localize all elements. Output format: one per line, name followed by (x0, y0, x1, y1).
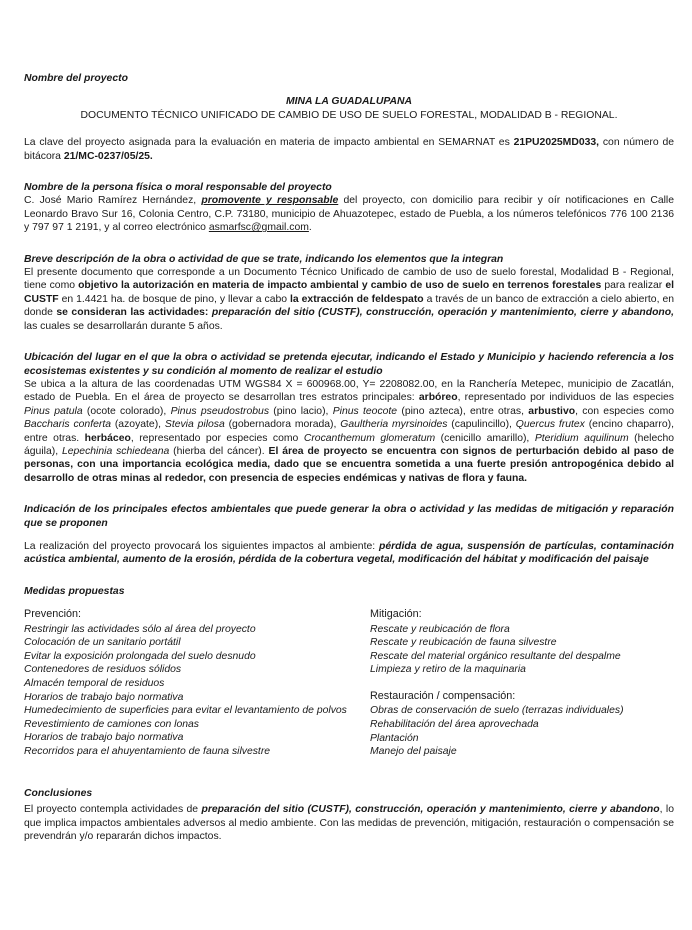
prevention-list (24, 623, 370, 759)
project-subtitle: DOCUMENTO TÉCNICO UNIFICADO DE CAMBIO DE USO DE SUELO FORESTAL, MODALIDAD B - REGIONAL. (80, 109, 618, 121)
list-item: Manejo del paisaje (370, 746, 457, 758)
list-item: Rescate y reubicación de flora (370, 623, 510, 635)
section-heading-description: Breve descripción de la obra o actividad de que se trate, indicando los elementos que la integran (24, 253, 504, 265)
list-item: Rescate y reubicación de fauna silvestre (370, 637, 557, 649)
section-heading-project-name: Nombre del proyecto (24, 73, 128, 84)
mitigation-list (370, 623, 674, 677)
mitigation-title: Mitigación: (370, 608, 422, 621)
mitigation-column (370, 608, 674, 759)
list-item: Horarios de trabajo bajo normativa (24, 691, 184, 703)
list-item: Revestimiento de camiones con lonas (24, 718, 200, 730)
list-item: Rescate del material orgánico resultante del despalme (370, 650, 621, 662)
list-item: Almacén temporal de residuos (24, 677, 165, 689)
section-heading-responsible: Nombre de la persona física o moral responsable del proyecto (24, 182, 332, 194)
section-heading-location: Ubicación del lugar en el que la obra o actividad se pretenda ejecutar, indicando el Estado y Municipio y haciendo referencia a los ecosistemas existentes y su condición al momento de realizar el estudio (24, 352, 674, 377)
description-paragraph: El presente documento que corresponde a un Documento Técnico Unificado de cambio de uso de suelo forestal, Modalidad B - Regional, tiene como objetivo la autorización en materia de impacto ambiental y cambio de uso de suelo en terrenos forestales para realizar el CUSTF en 1.4421 ha. de bosque de pino, y llevar a cabo la extracción de feldespato a través de un banco de extracción a cielo abierto, en donde se consideran las actividades: preparación del sitio (CUSTF), construcción, operación y mantenimiento, cierre y abandono, las cuales se desarrollarán durante 5 años. (24, 267, 674, 332)
section-heading-conclusions: Conclusiones (24, 787, 93, 799)
prevention-column (24, 608, 370, 759)
project-key-paragraph: La clave del proyecto asignada para la evaluación en materia de impacto ambiental en SEMARNAT es 21PU2025MD033, con número de bitácora 21/MC-0237/05/25. (24, 137, 675, 162)
list-item: Restringir las actividades sólo al área del proyecto (24, 623, 256, 635)
list-item: Plantación (370, 732, 419, 744)
effects-paragraph: La realización del proyecto provocará los siguientes impactos al ambiente: pérdida de agua, suspensión de partículas, contaminación acústica ambiental, aumento de la erosión, pérdida de la cobertura vegetal, modificación del hábitat y modificación del paisaje (24, 540, 674, 566)
measures-columns (24, 608, 674, 759)
email-link[interactable]: asmarfsc@gmail.com (208, 222, 309, 234)
project-title: MINA LA GUADALUPANA (285, 96, 413, 108)
restoration-title: Restauración / compensación: (370, 689, 516, 702)
list-item: Limpieza y retiro de la maquinaria (370, 664, 526, 676)
list-item: Horarios de trabajo bajo normativa (24, 732, 184, 744)
prevention-title: Prevención: (24, 608, 82, 621)
list-item: Humedecimiento de superficies para evitar el levantamiento de polvos (24, 705, 347, 717)
list-item: Contenedores de residuos sólidos (24, 664, 182, 676)
list-item: Recorridos para el ahuyentamiento de fauna silvestre (24, 745, 271, 757)
location-paragraph: Se ubica a la altura de las coordenadas UTM WGS84 X = 600968.00, Y= 2208082.00, en la Ranchería Metepec, municipio de Zacatlán, estado de Puebla. En el área de proyecto se desarrollan tres estratos principales: arbóreo, representado por individuos de las especies Pinus patula (ocote colorado), Pinus pseudostrobus (pino lacio), Pinus teocote (pino azteca), entre otras, arbustivo, con especies como Baccharis conferta (azoyate), Stevia pilosa (gobernadora morada), Gaultheria myrsinoides (capulincillo), Quercus frutex (encino chaparro), entre otras. herbáceo, representado por especies como Crocanthemum glomeratum (cenicillo amarillo), Pteridium aquilinum (helecho águila), Lepechinia schiedeana (hierba del cáncer). El área de proyecto se encuentra con signos de perturbación debido al paso de personas, con una importancia ecológica media, dado que se encuentra sometida a una fuerte presión antropogénica debido al desarrollo de otras minas al rededor, con presencia de especies endémicas y nativas de flora y fauna. (24, 378, 675, 484)
list-item: Evitar la exposición prolongada del suelo desnudo (24, 650, 256, 662)
list-item: Obras de conservación de suelo (terrazas individuales) (370, 705, 624, 717)
list-item: Rehabilitación del área aprovechada (370, 718, 539, 730)
list-item: Colocación de un sanitario portátil (24, 637, 181, 649)
conclusions-paragraph: El proyecto contempla actividades de preparación del sitio (CUSTF), construcción, operación y mantenimiento, cierre y abandono, lo que implica impactos ambientales adversos al medio ambiente. Con las medidas de prevención, mitigación, restauración o compensación se prevendrán y/o repararán dichos impactos. (24, 804, 674, 842)
section-heading-measures: Medidas propuestas (24, 585, 125, 597)
responsible-paragraph: C. José Mario Ramírez Hernández, promovente y responsable del proyecto, con domicilio para recibir y oír notificaciones en Calle Leonardo Bravo Sur 16, Colonia Centro, C.P. 73180, municipio de Ahuazotepec, estado de Puebla, a los números telefónicos 776 100 2136 y 797 97 1 2191, y al correo electrónico asmarfsc@gmail.com. (24, 195, 675, 234)
document-page (24, 72, 674, 843)
section-heading-effects: Indicación de los principales efectos ambientales que puede generar la obra o actividad y las medidas de mitigación y reparación que se proponen (24, 504, 674, 529)
restoration-list (370, 704, 674, 758)
